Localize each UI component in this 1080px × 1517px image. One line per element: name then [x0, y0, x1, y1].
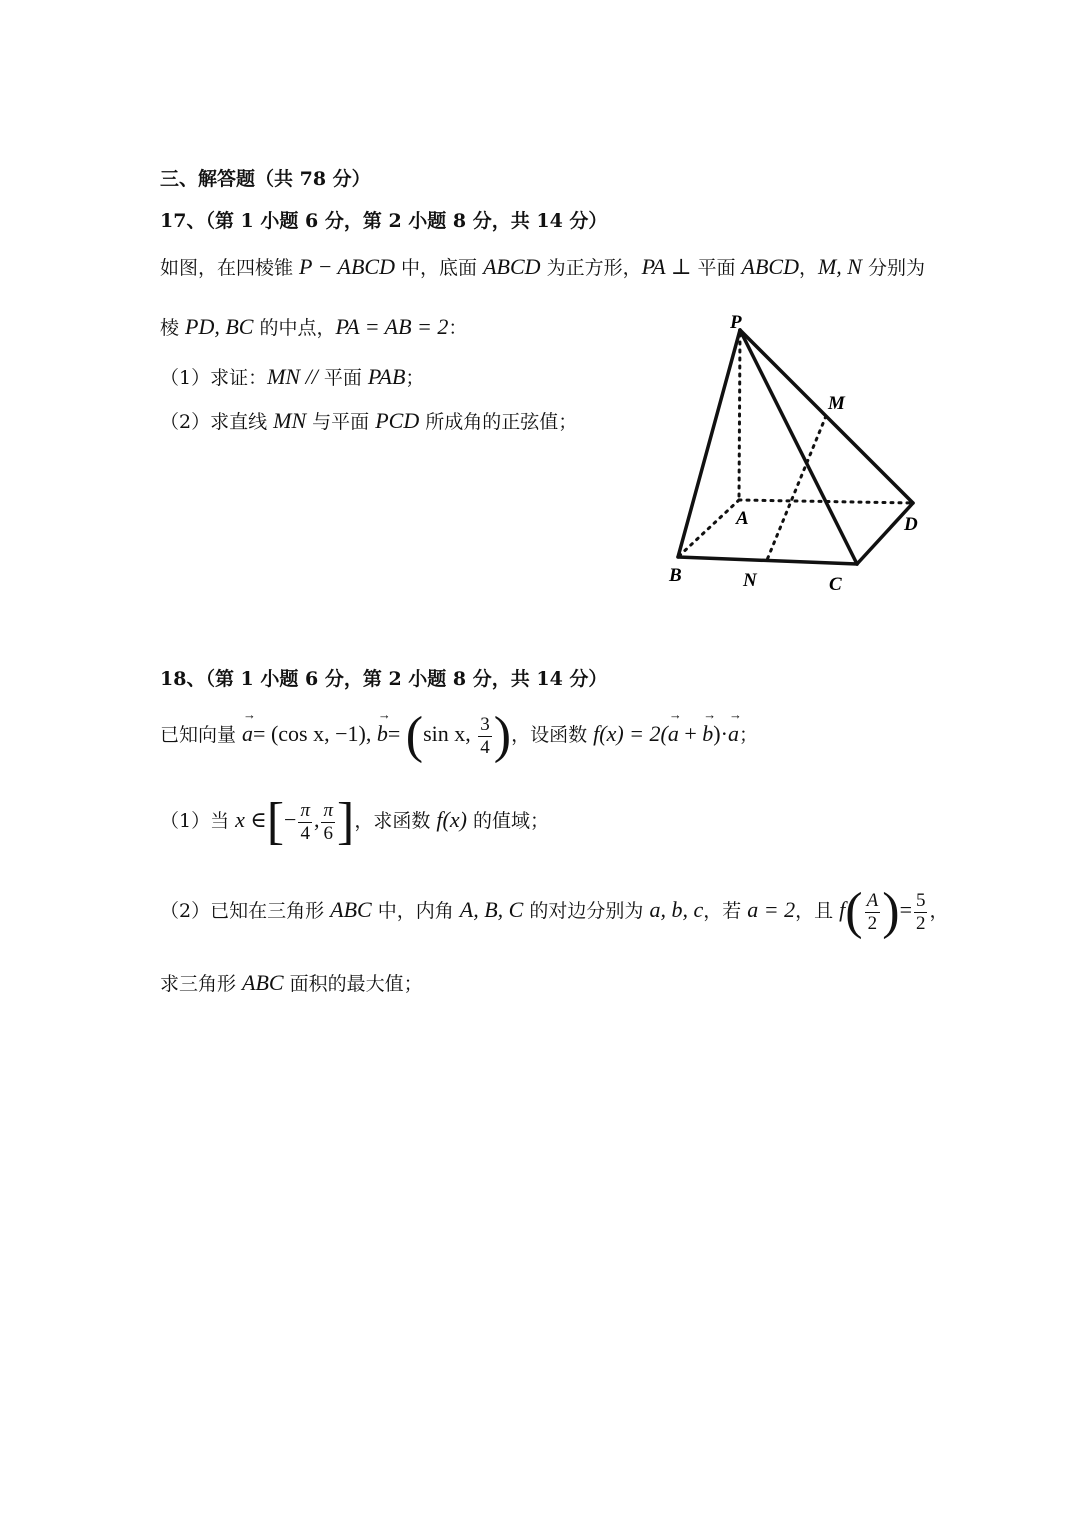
fraction-three-quarters: $\frac{3}{4}$	[480, 713, 490, 758]
pyramid-figure	[650, 300, 950, 600]
q18-intro: 已知向量 → a= (cos x, −1), → b= (sin x, $\frac{3}{4}$ )，设函数 f(x) = 2(→ a + → b)·→ a；	[160, 710, 758, 762]
q17-intro-line-2: 棱 PD, BC 的中点，PA = AB = 2：	[160, 314, 468, 339]
label-b: B	[669, 565, 682, 586]
section-header: 三、解答题（共 78 分）	[160, 168, 371, 190]
label-a: A	[736, 508, 749, 529]
label-c: C	[829, 574, 842, 595]
fraction-five-halves: $\frac{5}{2}$	[915, 889, 926, 934]
q17-part-2: （2）求直线 MN 与平面 PCD 所成角的正弦值；	[160, 408, 578, 433]
fraction-pi-over-6: $\frac{\pi}{6}$	[323, 799, 334, 844]
fraction-a-over-2: $\frac{A}{2}$	[866, 889, 879, 934]
vector-b: → b	[377, 723, 388, 745]
q17-header: 17、（第 1 小题 6 分，第 2 小题 8 分，共 14 分）	[160, 210, 608, 232]
label-p: P	[730, 312, 742, 333]
q17-part-1: （1）求证：MN // 平面 PAB；	[160, 364, 425, 389]
fraction-pi-over-4: $\frac{\pi}{4}$	[300, 799, 310, 844]
q18-header: 18、（第 1 小题 6 分，第 2 小题 8 分，共 14 分）	[160, 668, 608, 690]
label-d: D	[904, 514, 918, 535]
label-m: M	[828, 393, 845, 414]
q18-part-2: （2）已知在三角形 ABC 中，内角 A, B, C 的对边分别为 a, b, c，若 a = 2，且 f( $\frac{A}{2}$ )= $\frac{5}{2}$ ，	[160, 883, 949, 940]
edge-pc	[740, 330, 857, 564]
vector-a: → a	[242, 723, 253, 745]
label-n: N	[743, 570, 757, 591]
edge-pa-hidden	[739, 334, 740, 500]
edge-pb	[678, 330, 740, 557]
q17-intro-line-1: 如图，在四棱锥 P − ABCD 中，底面 ABCD 为正方形，PA ⊥ 平面 ABCD，M, N 分别为	[160, 254, 926, 279]
q18-part-1: （1）当 x ∈[− $\frac{\pi}{4}$ , $\frac{\pi}{6}$ ]，求函数 f(x) 的值域；	[160, 793, 549, 850]
edge-ad-hidden	[739, 500, 913, 503]
q18-part-2-line-2: 求三角形 ABC 面积的最大值；	[160, 970, 423, 995]
